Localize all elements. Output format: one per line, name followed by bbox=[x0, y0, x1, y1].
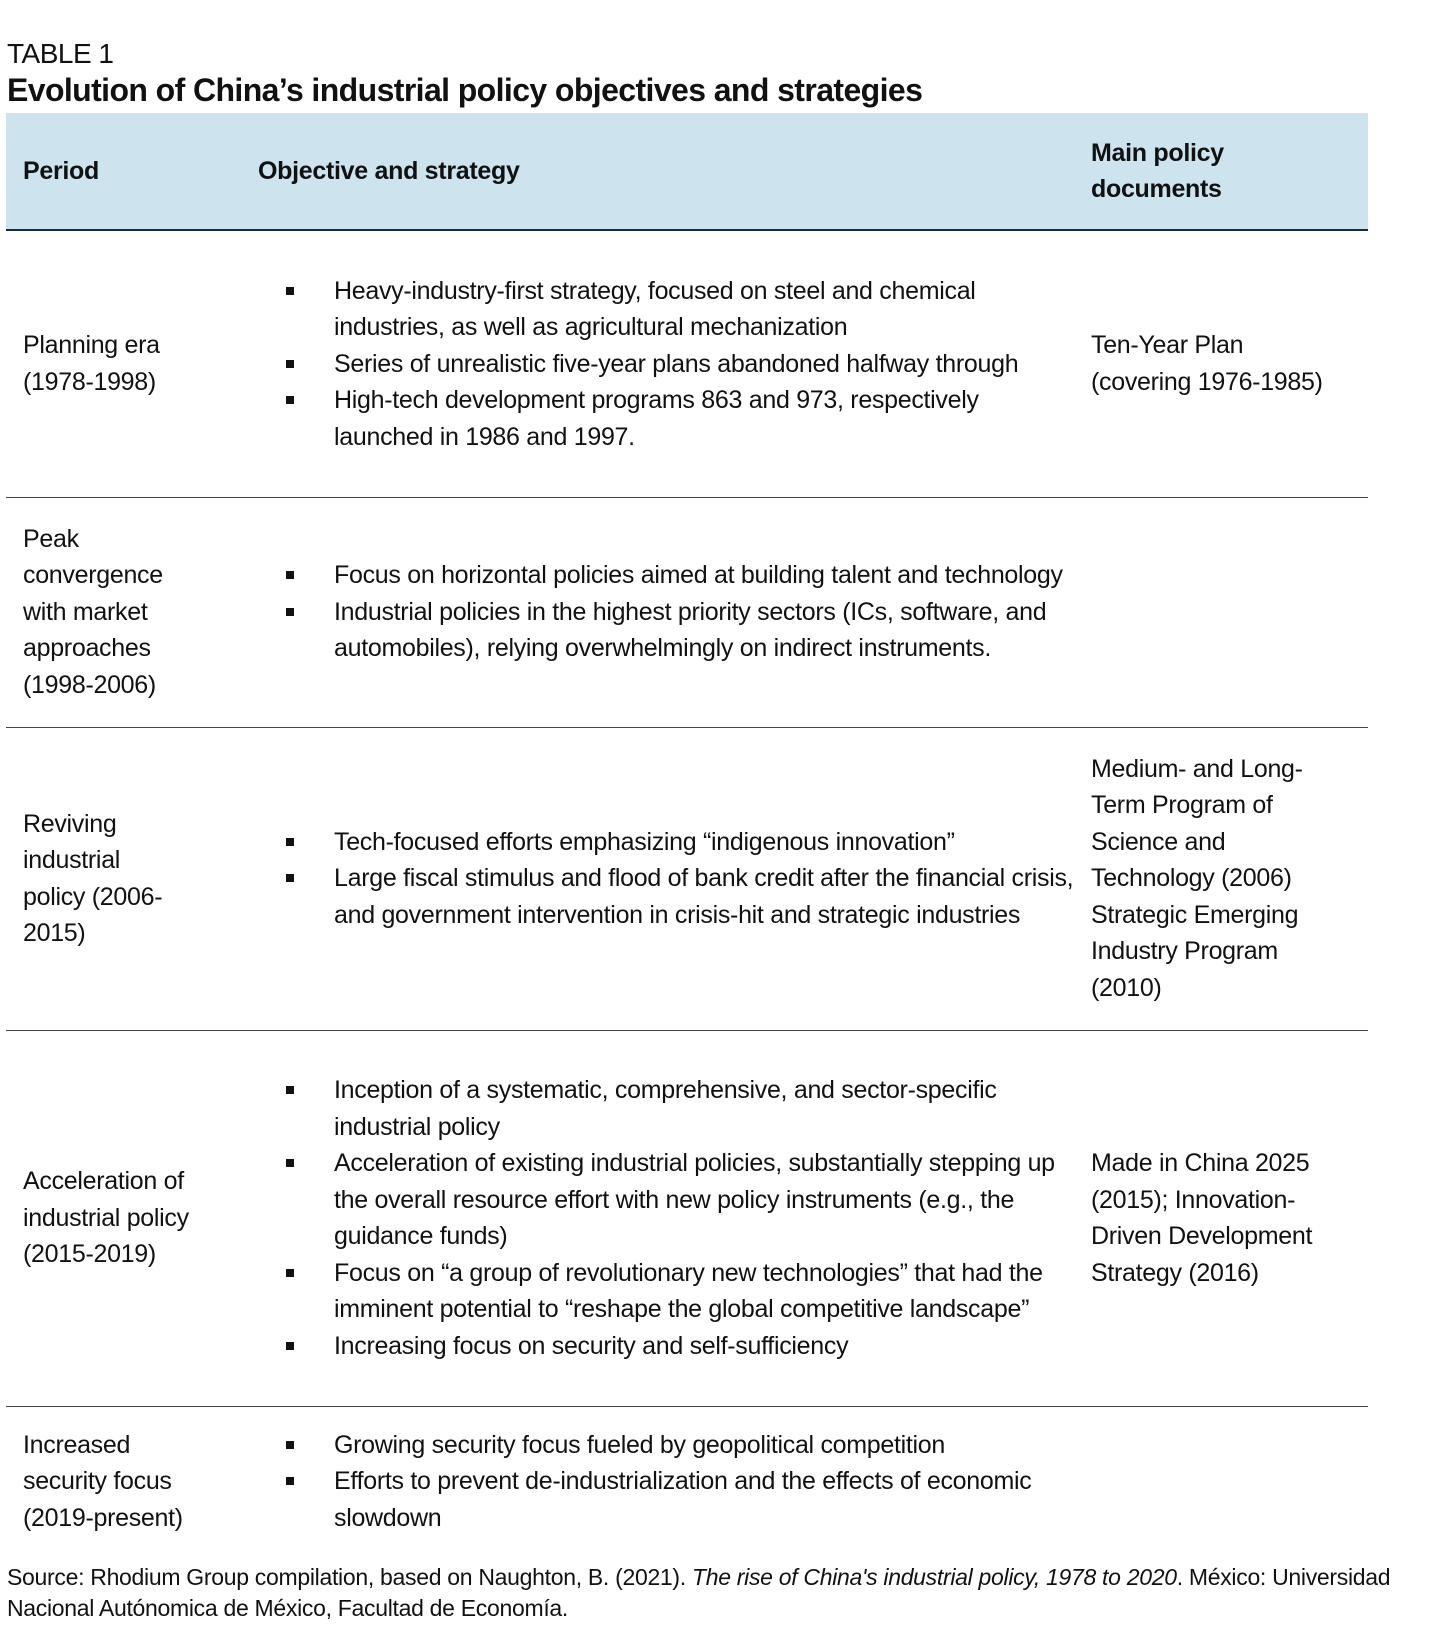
table-header-row bbox=[6, 113, 1368, 230]
period-cell bbox=[6, 727, 273, 1030]
header-documents-label: Main policy documents bbox=[1091, 138, 1224, 203]
list-item-text: Industrial policies in the highest priority sectors (ICs, software, and automobiles), relying overwhelmingly on indirect instruments. bbox=[334, 597, 1047, 663]
list-item-text: Series of unrealistic five-year plans abandoned halfway through bbox=[334, 349, 1019, 378]
period-cell bbox=[6, 1030, 273, 1406]
list-item bbox=[273, 1255, 1091, 1328]
objective-cell bbox=[273, 1030, 1091, 1406]
header-objective bbox=[258, 113, 1091, 230]
objective-cell bbox=[273, 230, 1091, 497]
objective-list bbox=[273, 1427, 1091, 1537]
period-text: Increased security focus (2019-present) bbox=[23, 1430, 183, 1532]
period-cell bbox=[6, 1406, 273, 1556]
list-item bbox=[273, 273, 1091, 346]
period-cell bbox=[6, 230, 273, 497]
list-item bbox=[273, 557, 1091, 594]
list-item-text: Tech-focused efforts emphasizing “indigenous innovation” bbox=[334, 827, 955, 856]
list-item-text: Heavy-industry-first strategy, focused on steel and chemical industries, as well as agricultural mechanization bbox=[334, 276, 976, 341]
bullet-icon bbox=[286, 360, 294, 368]
period-cell bbox=[6, 497, 273, 727]
objective-list bbox=[273, 1072, 1091, 1364]
bullet-icon bbox=[286, 1441, 294, 1449]
bullet-icon bbox=[286, 1269, 294, 1277]
bullet-icon bbox=[286, 608, 294, 616]
objective-cell bbox=[273, 727, 1091, 1030]
table-label: TABLE 1 bbox=[7, 38, 114, 69]
period-text: Planning era (1978-1998) bbox=[23, 331, 160, 396]
list-item bbox=[273, 860, 1091, 933]
documents-text: Medium- and Long-Term Program of Science and Technology (2006) Strategic Emerging Industry Program (2010) bbox=[1091, 754, 1303, 1002]
list-item-text: Large fiscal stimulus and flood of bank credit after the financial crisis, and government intervention in crisis-hit and strategic industries bbox=[334, 864, 1074, 929]
source-suffix: . México: Universidad Nacional Autónomica de México, Facultad de Economía. bbox=[7, 1564, 1391, 1621]
table-row bbox=[6, 230, 1368, 497]
list-item-text: High-tech development programs 863 and 973, respectively launched in 1986 and 1997. bbox=[334, 386, 979, 451]
table-title: Evolution of China’s industrial policy objectives and strategies bbox=[7, 72, 923, 108]
documents-cell bbox=[1091, 497, 1368, 727]
policy-table bbox=[6, 113, 1368, 1556]
source-prefix: Source: Rhodium Group compilation, based on Naughton, B. (2021). bbox=[7, 1564, 692, 1590]
list-item bbox=[273, 1328, 1091, 1365]
list-item-text: Focus on horizontal policies aimed at building talent and technology bbox=[334, 561, 1063, 590]
table-row bbox=[6, 727, 1368, 1030]
list-item bbox=[273, 594, 1091, 667]
list-item-text: Focus on “a group of revolutionary new technologies” that had the imminent potential to “reshape the global competitive landscape” bbox=[334, 1258, 1043, 1323]
source-title: The rise of China's industrial policy, 1978 to 2020 bbox=[691, 1564, 1177, 1590]
bullet-icon bbox=[286, 838, 294, 846]
list-item-text: Inception of a systematic, comprehensive, and sector-specific industrial policy bbox=[334, 1076, 997, 1141]
objective-cell bbox=[273, 497, 1091, 727]
bullet-icon bbox=[286, 874, 294, 882]
objective-cell bbox=[273, 1406, 1091, 1556]
list-item-text: Acceleration of existing industrial policies, substantially stepping up the overall resource effort with new policy instruments (e.g., the guidance funds) bbox=[334, 1149, 1055, 1250]
list-item bbox=[273, 346, 1091, 383]
bullet-icon bbox=[286, 571, 294, 579]
table-row bbox=[6, 1030, 1368, 1406]
list-item bbox=[273, 382, 1091, 455]
documents-cell bbox=[1091, 230, 1368, 497]
period-text: Acceleration of industrial policy (2015-2019) bbox=[23, 1167, 189, 1269]
bullet-icon bbox=[286, 1086, 294, 1094]
bullet-icon bbox=[286, 1342, 294, 1350]
list-item-text: Efforts to prevent de-industrialization and the effects of economic slowdown bbox=[334, 1467, 1032, 1532]
objective-list bbox=[273, 557, 1091, 667]
table-row bbox=[6, 1406, 1368, 1556]
list-item bbox=[273, 1463, 1091, 1536]
list-item bbox=[273, 1145, 1091, 1255]
bullet-icon bbox=[286, 1159, 294, 1167]
documents-text: Made in China 2025 (2015); Innovation-Driven Development Strategy (2016) bbox=[1091, 1149, 1313, 1287]
objective-list bbox=[273, 824, 1091, 934]
objective-list bbox=[273, 273, 1091, 456]
list-item bbox=[273, 1427, 1091, 1464]
bullet-icon bbox=[286, 1477, 294, 1485]
period-text: Reviving industrial policy (2006-2015) bbox=[23, 809, 163, 947]
header-period: Period bbox=[6, 113, 273, 230]
bullet-icon bbox=[286, 396, 294, 404]
source-note bbox=[7, 1562, 1447, 1624]
documents-text: Ten-Year Plan (covering 1976-1985) bbox=[1091, 331, 1323, 396]
list-item-text: Increasing focus on security and self-sufficiency bbox=[334, 1331, 849, 1360]
list-item-text: Growing security focus fueled by geopolitical competition bbox=[334, 1430, 946, 1459]
list-item bbox=[273, 1072, 1091, 1145]
documents-cell bbox=[1091, 1030, 1368, 1406]
bullet-icon bbox=[286, 287, 294, 295]
table-row bbox=[6, 497, 1368, 727]
documents-cell bbox=[1091, 727, 1368, 1030]
header-documents bbox=[1091, 113, 1368, 230]
list-item bbox=[273, 824, 1091, 861]
period-text: Peak convergence with market approaches (1998-2006) bbox=[23, 524, 163, 699]
documents-cell bbox=[1091, 1406, 1368, 1556]
header-objective-label: Objective and strategy bbox=[258, 156, 520, 185]
